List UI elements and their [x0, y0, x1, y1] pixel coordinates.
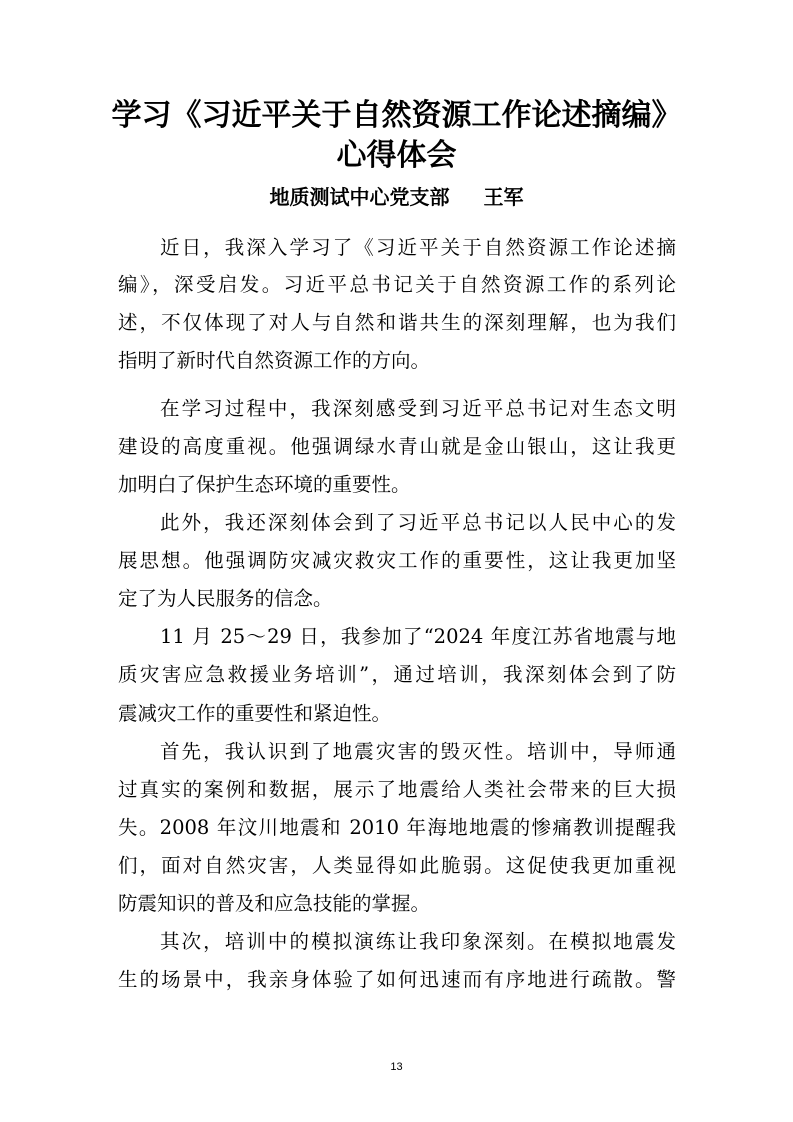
paragraph-line: 建设的高度重视。他强调绿水青山就是金山银山，这让我更	[118, 435, 676, 458]
paragraph-line: 防震知识的普及和应急技能的掌握。	[118, 892, 431, 915]
paragraph-line: 近日，我深入学习了《习近平关于自然资源工作论述摘	[160, 236, 676, 259]
author-byline	[0, 183, 793, 211]
paragraph-line: 震减灾工作的重要性和紧迫性。	[118, 702, 392, 725]
paragraph-line: 加明白了保护生态环境的重要性。	[118, 473, 411, 496]
page-number: 13	[390, 1061, 403, 1073]
paragraph-line: 述，不仅体现了对人与自然和谐共生的深刻理解，也为我们	[118, 311, 676, 334]
paragraph-line: 们，面对自然灾害，人类显得如此脆弱。这促使我更加重视	[118, 854, 676, 877]
paragraph-line: 定了为人民服务的信念。	[118, 587, 333, 610]
paragraph-line: 展思想。他强调防灾减灾救灾工作的重要性，这让我更加坚	[118, 549, 676, 572]
paragraph-line: 指明了新时代自然资源工作的方向。	[118, 349, 431, 372]
paragraph-line: 首先，我认识到了地震灾害的毁灭性。培训中，导师通	[160, 740, 676, 763]
paragraph-line: 失。2008 年汶川地震和 2010 年海地地震的惨痛教训提醒我	[118, 816, 676, 839]
paragraph-line: 其次，培训中的模拟演练让我印象深刻。在模拟地震发	[160, 930, 676, 953]
author-organization: 地质测试中心党支部	[269, 185, 450, 209]
paragraph-line: 过真实的案例和数据，展示了地震给人类社会带来的巨大损	[118, 778, 676, 801]
paragraph-line: 在学习过程中，我深刻感受到习近平总书记对生态文明	[160, 397, 676, 420]
paragraph-line: 编》，深受启发。习近平总书记关于自然资源工作的系列论	[118, 273, 676, 296]
paragraph-line: 生的场景中，我亲身体验了如何迅速而有序地进行疏散。警	[118, 968, 676, 991]
document-title-line-2: 心得体会	[336, 138, 457, 173]
paragraph-line: 11 月 25～29 日，我参加了“2024 年度江苏省地震与地	[160, 625, 676, 648]
document-title-line-1: 学习《习近平关于自然资源工作论述摘编》	[111, 98, 682, 133]
paragraph-line: 此外，我还深刻体会到了习近平总书记以人民中心的发	[160, 511, 676, 534]
author-name: 王军	[483, 185, 524, 209]
paragraph-line: 质灾害应急救援业务培训”，通过培训，我深刻体会到了防	[118, 663, 676, 686]
